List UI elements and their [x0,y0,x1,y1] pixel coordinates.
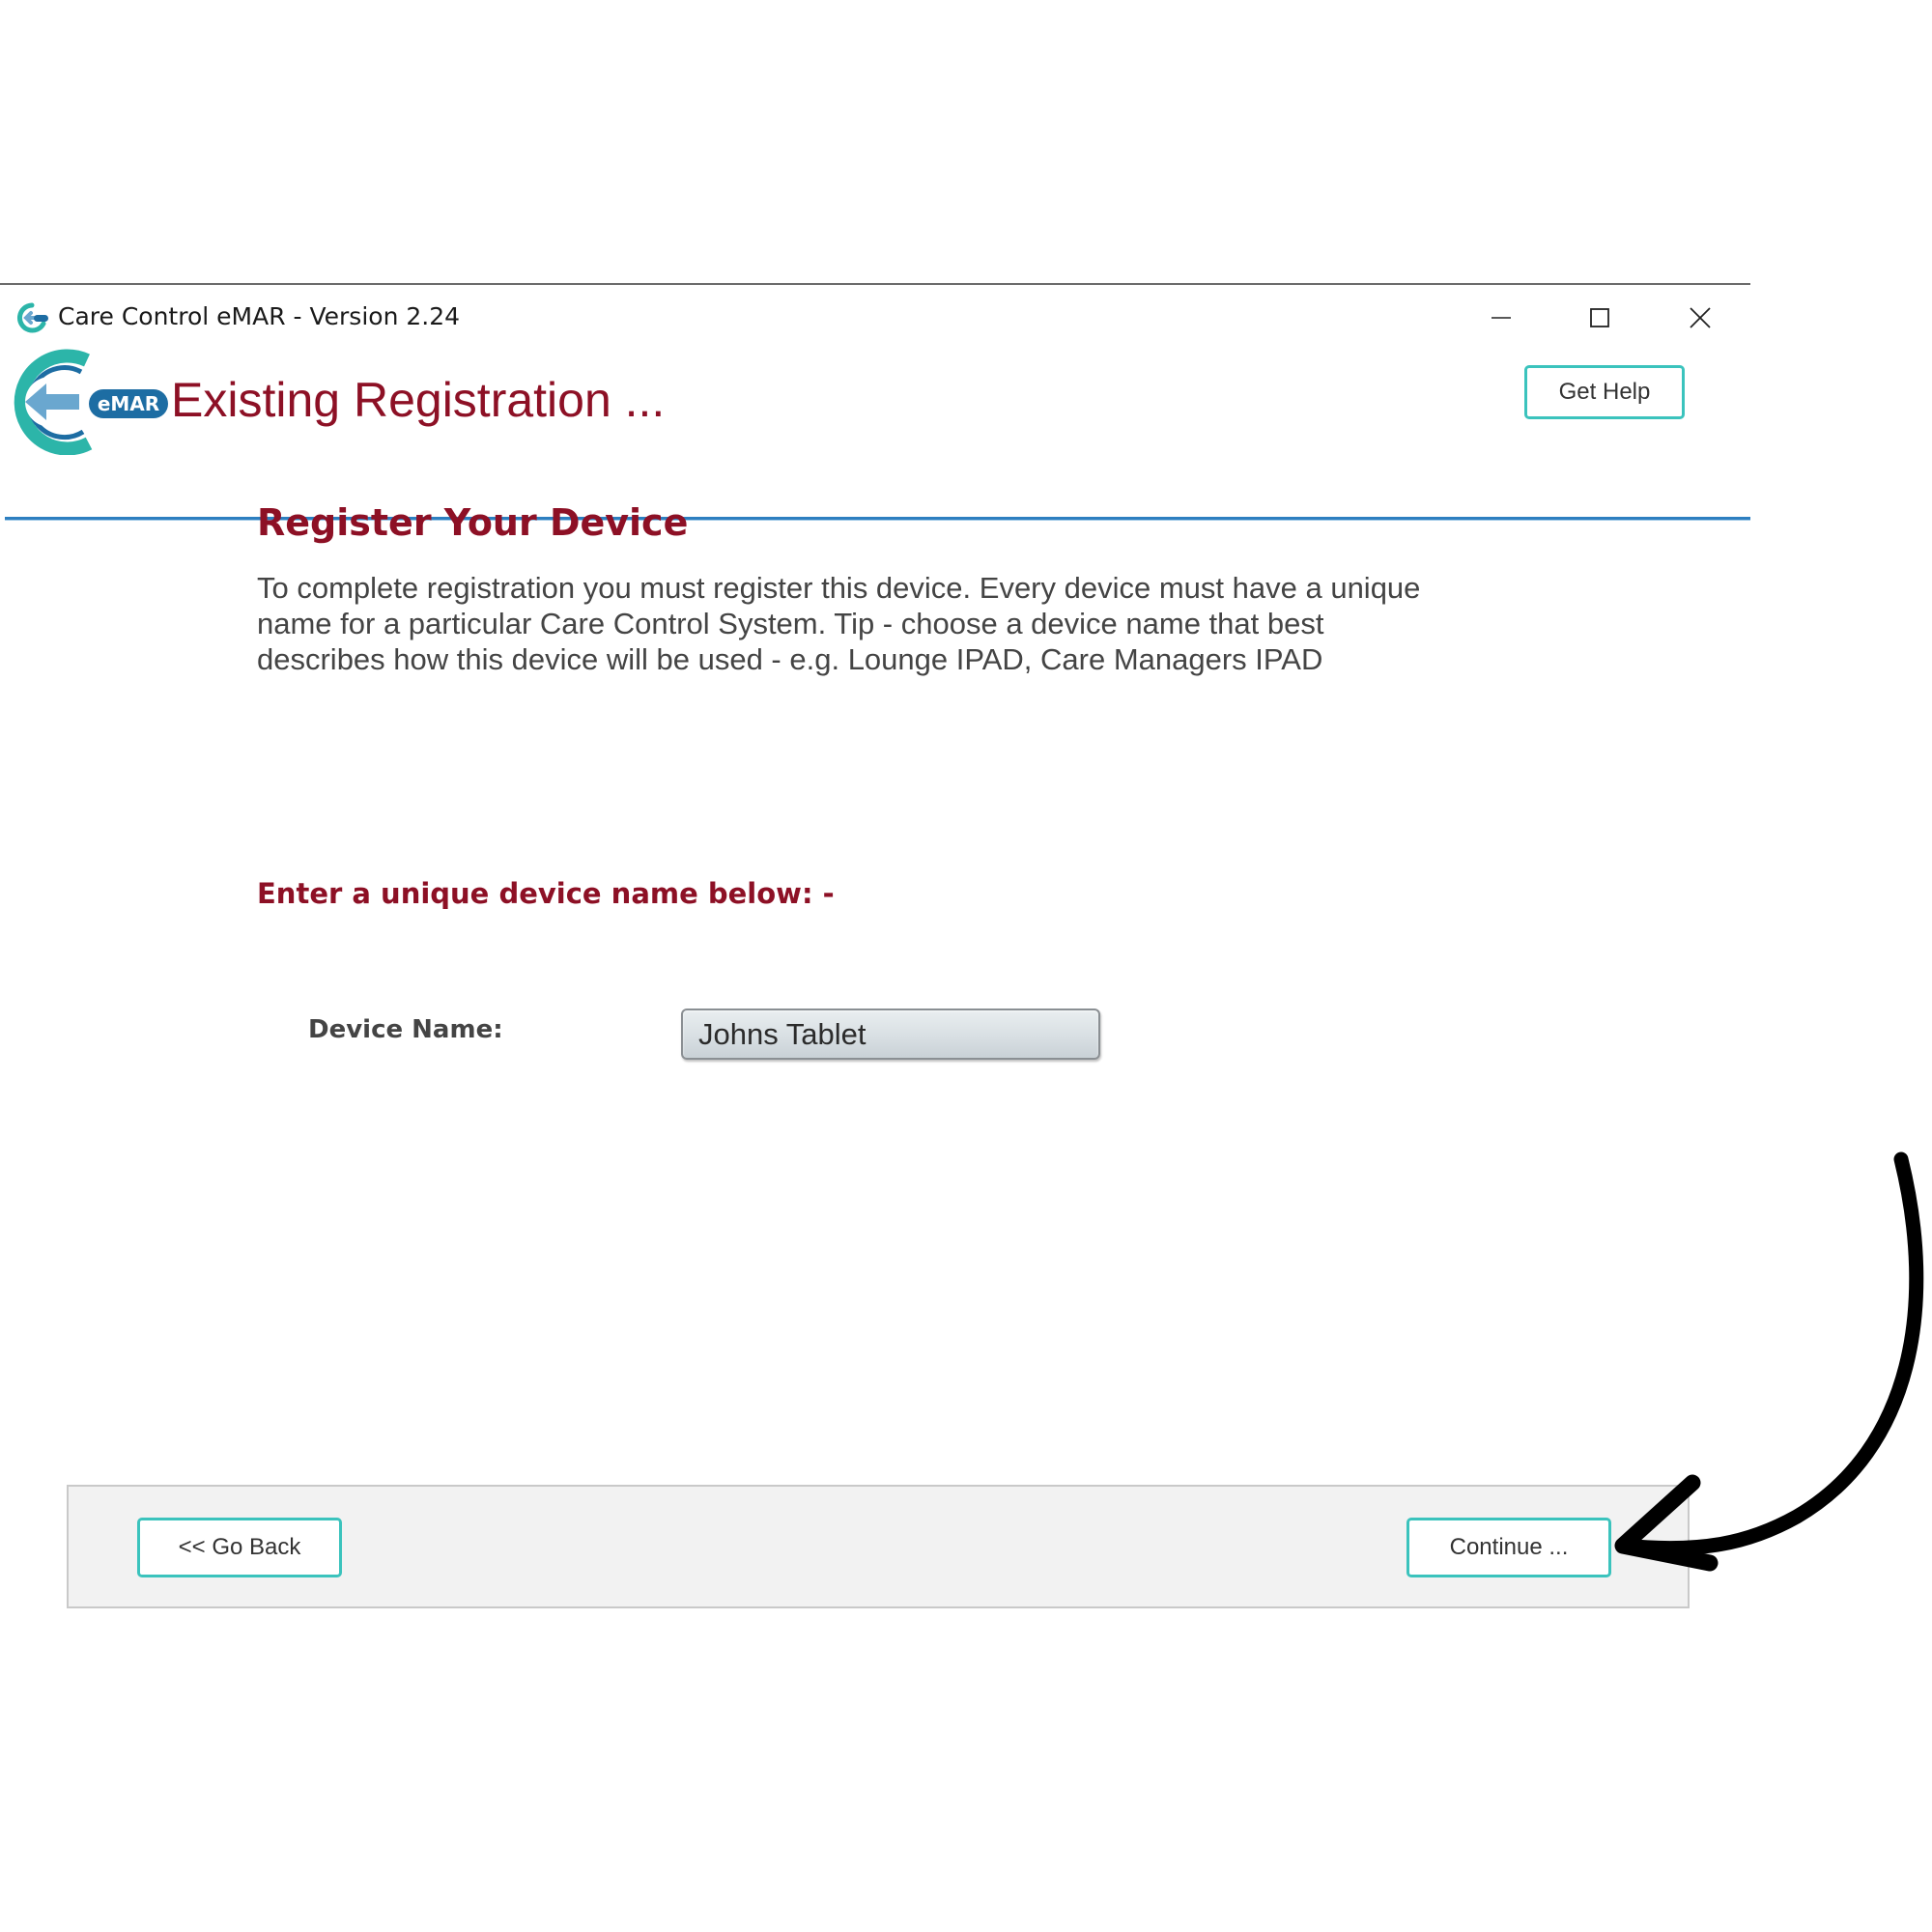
minimize-icon [1490,306,1513,329]
page-title: Existing Registration ... [171,373,666,427]
window-title: Care Control eMAR - Version 2.24 [58,302,461,330]
app-window [0,283,1750,1635]
app-header [0,341,1750,463]
care-control-logo [0,347,170,455]
get-help-button[interactable]: Get Help [1524,365,1685,419]
window-top-edge [0,283,1750,285]
continue-button[interactable]: Continue ... [1406,1518,1611,1577]
device-name-label: Device Name: [308,1015,503,1044]
close-icon [1688,305,1713,330]
instructions-text: To complete registration you must register this device. Every device must have a unique name for a particular Care Control System. Tip - choose a device name that best describes how this device will be used - e.g. Lounge IPAD, Care Managers IPAD [257,571,1421,676]
section-title: Register Your Device [257,501,689,544]
logo-badge: eMAR [97,392,160,415]
minimize-button[interactable] [1472,297,1530,339]
maximize-icon [1588,306,1611,329]
title-bar [0,287,1750,341]
curved-arrow-icon [1604,1140,1932,1594]
app-icon [14,302,50,333]
close-button[interactable] [1671,297,1729,339]
device-name-input[interactable] [681,1009,1100,1060]
go-back-button[interactable]: << Go Back [137,1518,342,1577]
maximize-button[interactable] [1571,297,1629,339]
device-name-prompt: Enter a unique device name below: - [257,877,835,910]
